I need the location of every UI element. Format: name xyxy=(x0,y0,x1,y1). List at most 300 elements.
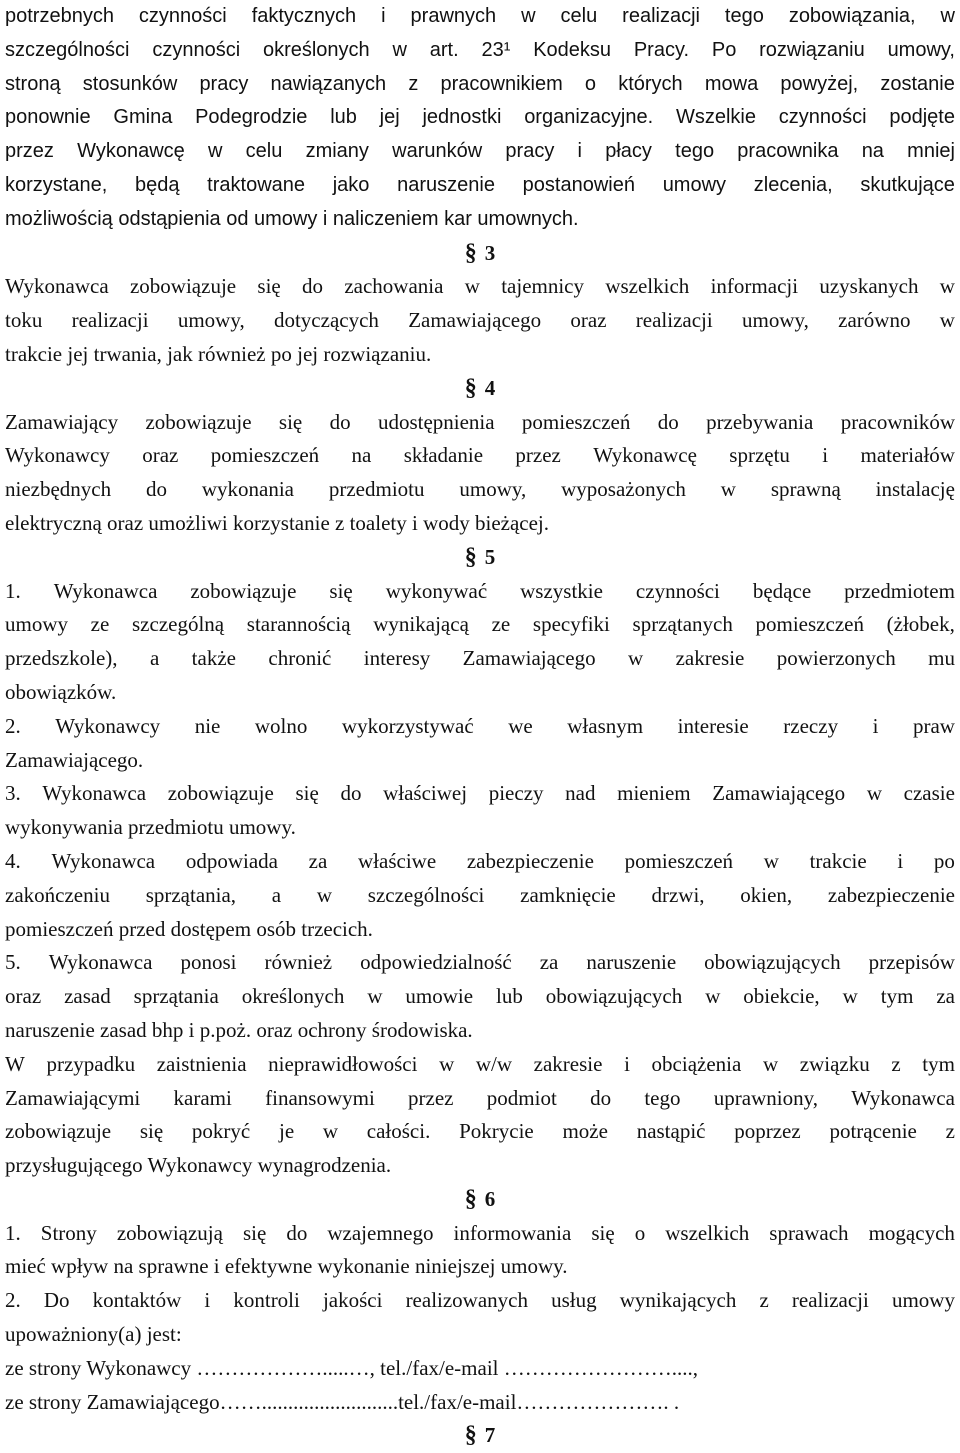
word: których xyxy=(618,72,683,95)
word: stosunków xyxy=(82,72,178,95)
word: w xyxy=(464,274,480,299)
word: realizowanych xyxy=(405,1288,528,1313)
text-line xyxy=(5,507,955,541)
word: zachowania xyxy=(344,274,444,299)
word: Zamawiającymi xyxy=(5,1085,141,1110)
word: szczególności xyxy=(367,882,485,907)
word: dotyczących xyxy=(273,308,379,333)
word: czasie xyxy=(903,781,955,806)
word: nastąpić xyxy=(636,1119,706,1144)
word: wszelkich xyxy=(665,1220,750,1245)
word: i xyxy=(204,1288,211,1313)
word: umowy, xyxy=(741,308,809,333)
word: po xyxy=(933,848,955,873)
word: realizacji xyxy=(635,308,713,333)
word: Wykonawca xyxy=(48,950,153,975)
word: w xyxy=(627,646,644,671)
section-sign: § xyxy=(464,374,477,401)
word: odpowiedzialność xyxy=(360,950,512,975)
word: jako xyxy=(332,173,370,196)
word: je xyxy=(278,1119,295,1144)
word: sprzątania xyxy=(133,984,219,1009)
word: wynikającą xyxy=(373,612,469,637)
text-line xyxy=(5,338,955,372)
word: postanowień xyxy=(522,173,635,196)
word: czynności xyxy=(778,106,867,129)
word: zobowiązują xyxy=(116,1220,223,1245)
word: drzwi, xyxy=(651,882,705,907)
text-line xyxy=(5,1250,955,1284)
word: zostanie xyxy=(880,72,955,95)
text-line-content: trakcie jej trwania, jak również po jej rozwiązaniu. xyxy=(5,341,432,366)
word: ze xyxy=(90,612,110,637)
word: zakresie xyxy=(675,646,745,671)
word: Pokrycie xyxy=(459,1119,534,1144)
word: z xyxy=(408,72,419,95)
word: rozwiązaniu xyxy=(759,38,865,61)
section-heading xyxy=(5,1419,955,1453)
word: nad xyxy=(565,781,596,806)
word: w xyxy=(392,38,407,61)
word: umowy, xyxy=(177,308,245,333)
word: do xyxy=(329,409,351,434)
text-line xyxy=(5,1149,955,1183)
text-line xyxy=(5,608,955,642)
word: pomieszczeń xyxy=(521,409,631,434)
word: całości. xyxy=(366,1119,431,1144)
text-line-content: ze strony Wykonawcy ……………….....…, tel./fax/e-mail ……………………...., xyxy=(5,1355,698,1380)
word: Podegrodzie xyxy=(195,106,308,129)
word: udostępnienia xyxy=(377,409,495,434)
word: i xyxy=(624,1051,630,1076)
word: pracownika xyxy=(737,140,839,163)
text-line xyxy=(5,68,955,102)
word: przypadku xyxy=(46,1051,136,1076)
word: do xyxy=(590,1085,612,1110)
word: wzajemnego xyxy=(327,1220,434,1245)
word: 3. xyxy=(5,781,21,806)
word: wynikających xyxy=(619,1288,737,1313)
word: Wykonawca xyxy=(53,578,158,603)
word: Wykonawcy xyxy=(5,443,110,468)
word: jednostki xyxy=(422,106,502,129)
word: mniej xyxy=(907,140,955,163)
document-page xyxy=(5,0,955,1453)
word: finansowymi xyxy=(265,1085,375,1110)
word: powyżej, xyxy=(780,72,859,95)
word: do xyxy=(302,274,324,299)
word: będą xyxy=(134,173,180,196)
text-line-content: możliwością odstąpienia od umowy i naliczeniem kar umownych. xyxy=(5,207,579,230)
word: obowiązujących xyxy=(545,984,683,1009)
word: sprzątania, xyxy=(145,882,237,907)
word: się xyxy=(591,1220,615,1245)
word: w xyxy=(207,140,223,163)
text-line-content: przysługującego Wykonawcy wynagrodzenia. xyxy=(5,1153,392,1178)
word: czynności xyxy=(152,38,241,61)
word: na xyxy=(351,443,372,468)
section-number: 7 xyxy=(484,1423,496,1448)
word: Wszelkie xyxy=(675,106,756,129)
section-heading xyxy=(5,1183,955,1217)
word: o xyxy=(584,72,597,95)
word: zabezpieczenie xyxy=(466,848,594,873)
word: na xyxy=(861,140,884,163)
word: warunków xyxy=(392,140,483,163)
text-line xyxy=(5,473,955,507)
text-line xyxy=(5,575,955,609)
word: płacy xyxy=(605,140,652,163)
text-line xyxy=(5,777,955,811)
word: Wykonawca xyxy=(42,781,147,806)
word: do xyxy=(286,1220,308,1245)
word: mu xyxy=(928,646,955,671)
word: ponosi xyxy=(180,950,237,975)
word: niezbędnych xyxy=(5,477,112,502)
word: jej xyxy=(379,106,400,129)
word: pracowników xyxy=(840,409,955,434)
word: zakresie xyxy=(533,1051,603,1076)
word: obowiązujących xyxy=(704,950,841,975)
word: Wykonawcy xyxy=(55,713,161,738)
word: (żłobek, xyxy=(886,612,955,637)
word: przepisów xyxy=(868,950,955,975)
word: w xyxy=(322,1119,339,1144)
word: Zamawiającego xyxy=(462,646,596,671)
word: podjęte xyxy=(889,106,955,129)
word: określonych xyxy=(262,38,370,61)
word: 2. xyxy=(5,713,21,738)
word: powierzonych xyxy=(776,646,896,671)
word: Do xyxy=(43,1288,70,1313)
text-line xyxy=(5,406,955,440)
word: w xyxy=(720,477,736,502)
word: tego xyxy=(724,5,764,27)
word: mogących xyxy=(868,1220,955,1245)
word: przedmiotu xyxy=(328,477,425,502)
word: przez xyxy=(515,443,561,468)
word: do xyxy=(657,409,679,434)
word: zasad xyxy=(64,984,111,1009)
text-line xyxy=(5,0,955,34)
word: uzyskanych xyxy=(819,274,919,299)
word: kontaktów xyxy=(92,1288,182,1313)
word: 23¹ xyxy=(481,38,511,61)
word: przebywania xyxy=(706,409,814,434)
word: przez xyxy=(5,140,54,163)
word: lub xyxy=(496,984,523,1009)
word: pracownikiem xyxy=(440,72,563,95)
word: się xyxy=(257,274,281,299)
word: wykorzystywać xyxy=(341,713,474,738)
word: zarówno xyxy=(838,308,911,333)
word: określonych xyxy=(241,984,345,1009)
section-number: 6 xyxy=(484,1186,496,1211)
text-line xyxy=(5,980,955,1014)
word: Wykonawcę xyxy=(77,140,185,163)
word: zobowiązuje xyxy=(167,781,274,806)
word: mieniem xyxy=(617,781,691,806)
word: z xyxy=(945,1119,955,1144)
word: umowy xyxy=(662,173,727,196)
word: do xyxy=(340,781,362,806)
word: zaistnienia xyxy=(156,1051,247,1076)
word: we xyxy=(508,713,533,738)
word: się xyxy=(278,409,303,434)
text-line-content: Zamawiającego. xyxy=(5,747,144,772)
word: art. xyxy=(429,38,459,61)
word: tym xyxy=(922,1051,955,1076)
text-line-content: pomieszczeń przed dostępem osób trzecich. xyxy=(5,916,373,941)
word: pracy xyxy=(199,72,249,95)
text-line xyxy=(5,169,955,203)
word: z xyxy=(759,1288,769,1313)
word: chronić xyxy=(268,646,332,671)
word: zlecenia, xyxy=(753,173,833,196)
text-line xyxy=(5,879,955,913)
word: w xyxy=(439,1051,455,1076)
word: również xyxy=(264,950,333,975)
text-line-content: ze strony Zamawiającego……..........................tel./fax/e-mail…………………. . xyxy=(5,1389,680,1414)
text-line xyxy=(5,203,955,237)
word: Zamawiającego xyxy=(712,781,846,806)
word: lub xyxy=(330,106,357,129)
section-heading xyxy=(5,237,955,271)
text-line xyxy=(5,101,955,135)
word: tego xyxy=(675,140,715,163)
word: wolno xyxy=(254,713,308,738)
text-line xyxy=(5,946,955,980)
word: skutkujące xyxy=(860,173,955,196)
word: karami xyxy=(173,1085,232,1110)
word: i xyxy=(897,848,904,873)
word: Gmina xyxy=(113,106,173,129)
text-line xyxy=(5,676,955,710)
word: tajemnicy xyxy=(501,274,585,299)
word: oraz xyxy=(142,443,179,468)
word: w xyxy=(842,984,858,1009)
word: i xyxy=(872,713,879,738)
text-line-content: upoważniony(a) jest: xyxy=(5,1322,182,1347)
word: kontroli xyxy=(233,1288,300,1313)
section-sign: § xyxy=(464,239,477,266)
text-line xyxy=(5,811,955,845)
word: a xyxy=(149,646,160,671)
word: oraz xyxy=(5,984,42,1009)
text-line xyxy=(5,845,955,879)
word: w xyxy=(939,308,955,333)
text-line xyxy=(5,135,955,169)
word: przedszkole), xyxy=(5,646,118,671)
word: celu xyxy=(245,140,283,163)
word: informacji xyxy=(710,274,799,299)
word: zobowiązuje xyxy=(129,274,237,299)
word: i xyxy=(577,140,582,163)
word: ze xyxy=(491,612,511,637)
word: pracy xyxy=(505,140,555,163)
word: przez xyxy=(408,1085,454,1110)
text-line xyxy=(5,304,955,338)
word: pomieszczeń xyxy=(624,848,734,873)
word: się xyxy=(329,578,353,603)
word: umowie xyxy=(405,984,474,1009)
word: szczególną xyxy=(132,612,225,637)
text-line xyxy=(5,1386,955,1420)
word: Zamawiającego xyxy=(408,308,542,333)
word: może xyxy=(562,1119,608,1144)
word: obciążenia xyxy=(651,1051,742,1076)
word: sprawną xyxy=(770,477,841,502)
word: interesy xyxy=(363,646,431,671)
word: 1. xyxy=(5,1220,21,1245)
word: nieprawidłowości xyxy=(268,1051,418,1076)
word: tego xyxy=(644,1085,681,1110)
word: specyfiki xyxy=(532,612,610,637)
text-line-content: obowiązków. xyxy=(5,679,117,704)
word: w xyxy=(316,882,333,907)
word: naruszenie xyxy=(397,173,495,196)
word: starannością xyxy=(246,612,351,637)
word: w/w xyxy=(475,1051,513,1076)
word: pomieszczeń xyxy=(755,612,864,637)
text-line-content: elektryczną oraz umożliwi korzystanie z toalety i wody bieżącej. xyxy=(5,510,550,535)
word: sprawach xyxy=(769,1220,849,1245)
word: zobowiązuje xyxy=(5,1119,112,1144)
word: sprzątanych xyxy=(632,612,733,637)
word: podmiot xyxy=(486,1085,557,1110)
word: wykonania xyxy=(201,477,294,502)
word: o xyxy=(634,1220,646,1245)
word: w xyxy=(763,848,779,873)
word: obiekcie, xyxy=(743,984,820,1009)
word: instalację xyxy=(875,477,955,502)
word: 4. xyxy=(5,848,21,873)
word: zamknięcie xyxy=(520,882,616,907)
word: praw xyxy=(912,713,955,738)
word: i xyxy=(822,443,829,468)
word: Wykonawca xyxy=(851,1085,955,1110)
word: składanie xyxy=(403,443,484,468)
word: właściwe xyxy=(358,848,437,873)
word: w xyxy=(367,984,383,1009)
word: umowy xyxy=(5,612,68,637)
section-number: 4 xyxy=(484,375,496,400)
word: mowa xyxy=(704,72,759,95)
word: a xyxy=(271,882,282,907)
section-heading xyxy=(5,541,955,575)
word: stroną xyxy=(5,72,61,95)
text-line xyxy=(5,710,955,744)
text-line xyxy=(5,1284,955,1318)
word: nawiązanych xyxy=(270,72,387,95)
word: interesie xyxy=(677,713,749,738)
word: szczególności xyxy=(5,38,130,61)
word: potrącenie xyxy=(829,1119,917,1144)
word: się xyxy=(242,1220,267,1245)
word: potrzebnych xyxy=(5,5,114,27)
word: w xyxy=(866,781,882,806)
word: wszelkich xyxy=(605,274,690,299)
word: naruszenie xyxy=(586,950,677,975)
word: przedmiotem xyxy=(844,578,955,603)
word: sprzętu xyxy=(729,443,790,468)
word: czynności xyxy=(138,5,227,27)
word: wykonywać xyxy=(385,578,488,603)
word: nie xyxy=(194,713,221,738)
word: 2. xyxy=(5,1288,21,1313)
section-sign: § xyxy=(464,1185,477,1212)
word: faktycznych xyxy=(251,5,357,27)
word: w xyxy=(939,274,955,299)
word: poprzez xyxy=(734,1119,801,1144)
word: 1. xyxy=(5,578,21,603)
word: usług xyxy=(551,1288,597,1313)
word: się xyxy=(139,1119,164,1144)
word: z xyxy=(891,1051,901,1076)
word: toku xyxy=(5,308,43,333)
section-number: 5 xyxy=(484,544,496,569)
word: materiałów xyxy=(860,443,955,468)
text-line xyxy=(5,439,955,473)
word: informowania xyxy=(453,1220,572,1245)
text-line-content: mieć wpływ na sprawne i efektywne wykonanie niniejszej umowy. xyxy=(5,1254,568,1279)
word: pokryć xyxy=(191,1119,251,1144)
word: korzystane, xyxy=(5,173,108,196)
word: realizacji xyxy=(71,308,149,333)
word: Kodeksu xyxy=(533,38,612,61)
word: ponownie xyxy=(5,106,91,129)
word: w xyxy=(705,984,721,1009)
word: Pracy. xyxy=(633,38,690,61)
text-line xyxy=(5,642,955,676)
word: zakończeniu xyxy=(5,882,110,907)
word: okien, xyxy=(740,882,793,907)
word: za xyxy=(539,950,559,975)
word: Strony xyxy=(40,1220,97,1245)
text-line xyxy=(5,1217,955,1251)
word: umowy xyxy=(891,1288,955,1313)
word: do xyxy=(145,477,167,502)
text-line xyxy=(5,744,955,778)
text-line xyxy=(5,1014,955,1048)
word: 5. xyxy=(5,950,21,975)
section-number: 3 xyxy=(484,240,496,265)
section-heading xyxy=(5,372,955,406)
word: wyposażonych xyxy=(561,477,686,502)
word: zobowiązuje xyxy=(190,578,297,603)
word: za xyxy=(936,984,955,1009)
word: rzeczy xyxy=(783,713,839,738)
word: odpowiada xyxy=(185,848,278,873)
word: trakcie xyxy=(809,848,867,873)
word: uprawniony, xyxy=(713,1085,818,1110)
word: będące xyxy=(752,578,812,603)
word: realizacji xyxy=(791,1288,869,1313)
text-line xyxy=(5,270,955,304)
word: zabezpieczenie xyxy=(827,882,955,907)
word: zobowiązania, xyxy=(788,5,916,27)
word: Po xyxy=(711,38,737,61)
text-line xyxy=(5,913,955,947)
section-sign: § xyxy=(464,1422,477,1449)
word: związku xyxy=(799,1051,870,1076)
word: Wykonawca xyxy=(5,274,109,299)
word: zmiany xyxy=(305,140,369,163)
word: pomieszczeń xyxy=(210,443,320,468)
word: jakości xyxy=(322,1288,383,1313)
word: prawnych xyxy=(410,5,497,27)
word: tym xyxy=(880,984,914,1009)
